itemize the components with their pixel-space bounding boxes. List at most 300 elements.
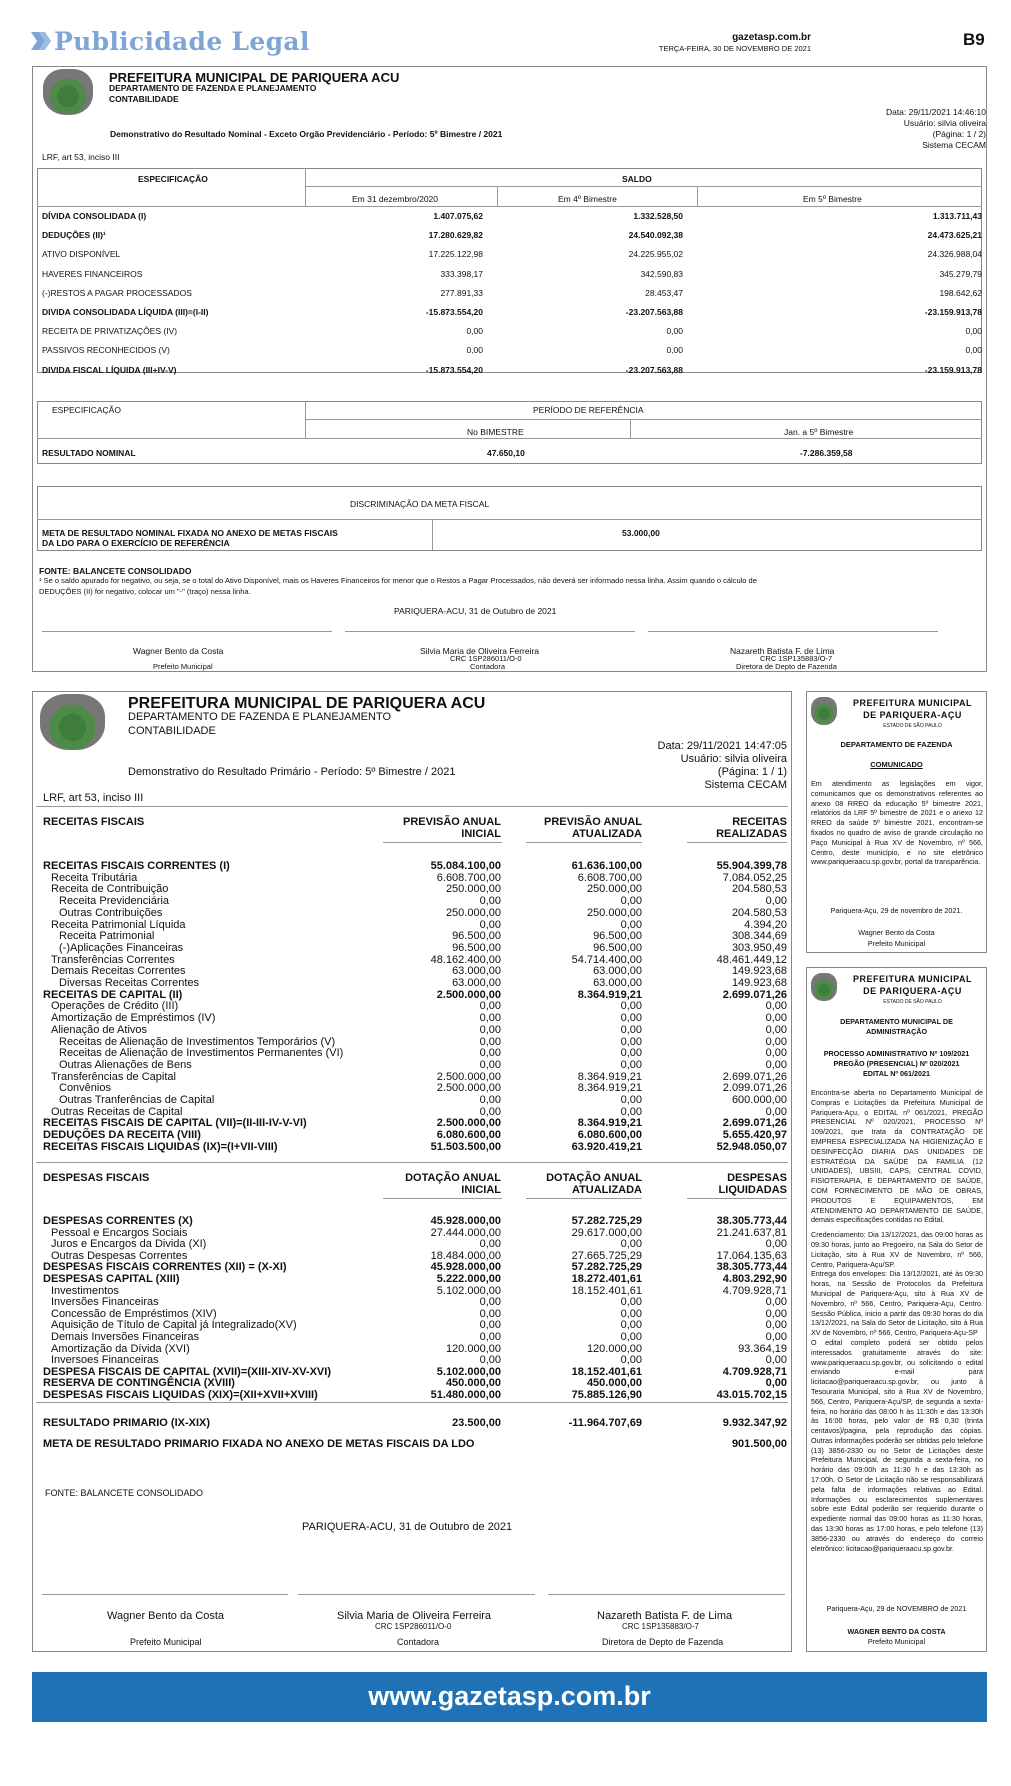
row-label: DEDUÇÕES (II)¹ [42, 230, 106, 241]
row-value-col2: 18.152.401,61 [571, 1284, 642, 1297]
row-value-5bim: 24.326.988,04 [927, 249, 982, 260]
row-value-col1: 5.222.000,00 [436, 1273, 501, 1285]
row-value-col1: 0,00 [479, 1307, 501, 1320]
dept-name: DEPARTAMENTO DE FAZENDA [840, 740, 953, 749]
pregao: PREGÃO (PRESENCIAL) Nº 020/2021 [833, 1059, 960, 1068]
row-label: Receitas de Alienação de Investimentos Permanentes (VI) [59, 1047, 344, 1060]
row-value-col1: 0,00 [479, 1094, 501, 1106]
row-value-col1: 5.102.000,00 [436, 1284, 501, 1297]
sig3-crc: CRC 1SP135883/O-7 [622, 1622, 699, 1631]
row-value-col1: 0,00 [479, 1047, 501, 1060]
row-value-col3: 21.241.637,81 [716, 1226, 787, 1239]
row-value-col2: 0,00 [620, 1319, 642, 1332]
row-value-4bim: 1.332.528,50 [633, 211, 683, 221]
row-value-4bim: 0,00 [666, 326, 683, 337]
row-value-col1: 0,00 [479, 1012, 501, 1025]
row-value-col1: 120.000,00 [445, 1342, 501, 1355]
resultado-primario-a: 23.500,00 [452, 1417, 501, 1429]
row-value-col3: 38.305.773,44 [716, 1215, 787, 1227]
row-value-col3: 4.709.928,71 [722, 1284, 787, 1297]
row-value-col2: 8.364.919,21 [577, 1070, 642, 1083]
row-value-5bim: 24.473.625,21 [927, 230, 982, 241]
sig2-crc: CRC 1SP286011/O-0 [375, 1622, 452, 1631]
row-value-col1: 0,00 [479, 1023, 501, 1036]
row-value-col1: 45.928.000,00 [430, 1215, 501, 1227]
row-value-5bim: 1.313.711,43 [932, 211, 982, 221]
row-label: Juros e Encargos da Divida (XI) [51, 1238, 207, 1251]
row-value-4bim: 342.590,83 [640, 268, 683, 279]
fonte: FONTE: BALANCETE CONSOLIDADO [39, 566, 192, 576]
row-value-col2: 57.282.725,29 [571, 1261, 642, 1274]
rec-col2-b: ATUALIZADA [571, 828, 642, 840]
report-page: (Página: 1 / 2) [932, 129, 986, 139]
receitas-header: RECEITAS FISCAIS [43, 816, 145, 828]
row-label: Outras Alienações de Bens [59, 1058, 192, 1071]
row-label: Receitas de Alienação de Investimentos Temporários (V) [59, 1035, 336, 1048]
row-value-col3: 38.305.773,44 [716, 1261, 787, 1274]
row-value-col1: 250.000,00 [445, 906, 501, 919]
row-label: RECEITAS FISCAIS DE CAPITAL (VII)=(II-III-IV-V-VI) [43, 1117, 307, 1130]
report-page: (Página: 1 / 1) [717, 766, 787, 778]
footer-banner [32, 1672, 987, 1722]
dept-name-1: DEPARTAMENTO MUNICIPAL DE [840, 1017, 953, 1026]
rec-col1-b: INICIAL [461, 828, 501, 840]
row-value-col2: 0,00 [620, 918, 642, 931]
row-value-col3: 0,00 [765, 1238, 787, 1251]
disc-meta: DISCRIMINAÇÃO DA META FISCAL [350, 499, 490, 509]
row-label: Receita Patrimonial [59, 930, 155, 943]
row-value-dec2020: 333.398,17 [440, 268, 483, 279]
report-user: Usuário: silvia oliveira [903, 118, 986, 128]
row-label: Demais Inversões Financeiras [51, 1331, 199, 1343]
row-value-col2: 6.080.600,00 [577, 1129, 642, 1142]
rec-col2-a: PREVISÃO ANUAL [544, 816, 642, 828]
row-label: Investimentos [51, 1284, 119, 1297]
meta-primario-label: META DE RESULTADO PRIMARIO FIXADA NO ANEXO DE METAS FISCAIS DA LDO [43, 1438, 475, 1450]
row-value-col2: 0,00 [620, 1105, 642, 1118]
row-value-col2: 18.152.401,61 [571, 1365, 642, 1378]
row-value-4bim: 28.453,47 [645, 287, 683, 298]
sig2-name: Silvia Maria de Oliveira Ferreira [420, 646, 540, 656]
row-label: Amortização de Empréstimos (IV) [51, 1012, 216, 1025]
row-value-col2: 18.272.401,61 [571, 1273, 642, 1285]
row-value-col3: 4.709.928,71 [722, 1365, 787, 1378]
row-value-col3: 0,00 [765, 1307, 787, 1320]
despesas-header: DESPESAS FISCAIS [43, 1172, 150, 1184]
periodo-ref: PERÍODO DE REFERÊNCIA [533, 405, 644, 415]
row-value-dec2020: 277.891,33 [440, 287, 483, 298]
row-value-col1: 55.084.100,00 [430, 860, 501, 872]
row-value-col1: 0,00 [479, 1354, 501, 1367]
note-2: DEDUÇÕES (II) for negativo, colocar um "-" (traço) nessa linha. [39, 587, 251, 596]
row-value-col1: 51.503.500,00 [430, 1140, 501, 1153]
row-value-dec2020: 0,00 [466, 326, 483, 337]
row-value-col2: 96.500,00 [593, 941, 642, 954]
row-value-col3: 2.699.071,26 [722, 988, 787, 1001]
row-value-col1: 0,00 [479, 1296, 501, 1309]
org-name: PREFEITURA MUNICIPAL DE PARIQUERA ACU [128, 695, 486, 712]
row-value-col3: 43.015.702,15 [716, 1389, 787, 1401]
row-value-5bim: 345.279,79 [939, 268, 982, 279]
meta-label-1: META DE RESULTADO NOMINAL FIXADA NO ANEXO DE METAS FISCAIS [42, 528, 338, 538]
row-value-col3: 2.099.071,26 [722, 1082, 787, 1095]
row-label: Diversas Receitas Correntes [59, 977, 199, 989]
row-label: (-)RESTOS A PAGAR PROCESSADOS [42, 287, 192, 298]
row-value-col2: 250.000,00 [586, 883, 642, 896]
row-label: PASSIVOS RECONHECIDOS (V) [42, 345, 170, 356]
row-value-col3: 52.948.050,07 [716, 1140, 787, 1153]
municipal-crest-icon [811, 973, 837, 1001]
row-label: RECEITA DE PRIVATIZAÇÕES (IV) [42, 326, 178, 337]
row-value-col1: 63.000,00 [452, 965, 501, 978]
row-value-col2: 6.608.700,00 [577, 871, 642, 884]
row-label: DÍVIDA CONSOLIDADA (I) [42, 211, 147, 221]
row-value-col2: 63.920.419,21 [571, 1140, 642, 1153]
lrf-ref: LRF, art 53, inciso III [43, 792, 144, 804]
row-label: Concessão de Empréstimos (XIV) [51, 1307, 217, 1320]
row-value-col3: 4.394,20 [744, 918, 787, 931]
row-value-col3: 2.699.071,26 [722, 1117, 787, 1130]
sig1-name: Wagner Bento da Costa [107, 1610, 224, 1622]
row-value-col3: 0,00 [765, 1377, 787, 1390]
row-value-col3: 48.461.449,12 [716, 953, 787, 966]
row-label: Alienação de Ativos [51, 1023, 148, 1036]
row-value-col1: 0,00 [479, 918, 501, 931]
row-value-col2: 0,00 [620, 1012, 642, 1025]
row-label: Inversões Financeiras [51, 1296, 159, 1309]
row-label: HAVERES FINANCEIROS [42, 268, 143, 279]
row-label: Outras Receitas de Capital [51, 1105, 183, 1118]
col-dec2020: Em 31 dezembro/2020 [352, 194, 438, 204]
sig3-name: Nazareth Batista F. de Lima [730, 646, 835, 656]
page-number: B9 [963, 30, 985, 49]
estado: ESTADO DE SÃO PAULO [883, 999, 942, 1005]
row-value-col3: 0,00 [765, 1047, 787, 1060]
row-value-col3: 0,00 [765, 1012, 787, 1025]
edital-body [811, 1088, 983, 1553]
row-value-col3: 303.950,49 [731, 941, 787, 954]
row-label: Receita Patrimonial Líquida [51, 918, 186, 931]
row-value-col2: 0,00 [620, 1307, 642, 1320]
row-label: RECEITAS DE CAPITAL (II) [43, 988, 183, 1001]
chevron-right-icon [31, 32, 53, 55]
row-value-col3: 0,00 [765, 1105, 787, 1118]
col-saldo: SALDO [622, 174, 652, 184]
row-label: Receita Tributária [51, 871, 138, 884]
edition-date: TERÇA-FEIRA, 30 DE NOVEMBRO DE 2021 [658, 44, 811, 53]
row-label: DEDUÇÕES DA RECEITA (VIII) [43, 1129, 201, 1142]
row-label: Transferências Correntes [51, 953, 175, 966]
resultado-nominal-acum: -7.286.359,58 [800, 448, 853, 458]
report-title: Demonstrativo do Resultado Primário - Período: 5º Bimestre / 2021 [128, 766, 456, 778]
row-value-col1: 51.480.000,00 [430, 1389, 501, 1401]
row-label: Amortização da Dívida (XVI) [51, 1342, 190, 1355]
row-label: Convênios [59, 1082, 111, 1095]
report-title: Demonstrativo do Resultado Nominal - Exceto Orgão Previdenciário - Período: 5º Bimestre / 2021 [110, 129, 503, 139]
row-label: RECEITAS FISCAIS CORRENTES (I) [43, 860, 230, 872]
sig2-name: Silvia Maria de Oliveira Ferreira [337, 1610, 492, 1622]
row-value-col1: 48.162.400,00 [430, 953, 501, 966]
row-value-5bim: 0,00 [965, 345, 982, 356]
row-value-col2: 8.364.919,21 [577, 988, 642, 1001]
row-value-col1: 5.102.000,00 [436, 1365, 501, 1378]
comunicado-date: Pariquera-Açu, 29 de novembro de 2021. [830, 906, 963, 915]
row-value-4bim: 24.540.092,38 [628, 230, 683, 241]
row-label: DESPESAS FISCAIS LIQUIDAS (XIX)=(XII+XVII+XVIII) [43, 1389, 318, 1401]
org-name-1: PREFEITURA MUNICIPAL [853, 698, 972, 708]
row-value-5bim: 198.642,62 [939, 287, 982, 298]
row-value-5bim: -23.159.913,78 [924, 364, 982, 375]
row-value-4bim: -23.207.563,88 [625, 364, 683, 375]
row-value-col1: 63.000,00 [452, 977, 501, 989]
row-label: Outras Contribuições [59, 906, 163, 919]
row-label: RECEITAS FISCAIS LIQUIDAS (IX)=(I+VII-VIII) [43, 1140, 278, 1153]
desp-col2-a: DOTAÇÃO ANUAL [546, 1172, 642, 1184]
row-value-col2: 57.282.725,29 [571, 1215, 642, 1227]
row-value-dec2020: 17.280.629,82 [428, 230, 483, 241]
row-value-col3: 55.904.399,78 [716, 860, 787, 872]
row-value-col2: 0,00 [620, 1035, 642, 1048]
sub-name: CONTABILIDADE [128, 725, 216, 737]
note-1: ¹ Se o saldo apurado for negativo, ou seja, se o total do Ativo Disponível, mais os Haveres Financeiros for menor que o Restos a Pagar Processados, não deverá ser informado nessa linha. Assim quando o cálculo de [39, 576, 757, 585]
row-value-col2: 63.000,00 [593, 977, 642, 989]
desp-col3-b: LIQUIDADAS [718, 1184, 787, 1196]
row-value-col2: 0,00 [620, 1094, 642, 1106]
row-value-col3: 2.699.071,26 [722, 1070, 787, 1083]
row-value-col1: 0,00 [479, 1058, 501, 1071]
footer-url[interactable]: www.gazetasp.com.br [368, 1681, 651, 1711]
desp-col1-a: DOTAÇÃO ANUAL [405, 1172, 501, 1184]
row-value-col2: 0,00 [620, 1047, 642, 1060]
fonte: FONTE: BALANCETE CONSOLIDADO [45, 1488, 204, 1498]
edital-role: Prefeito Municipal [867, 1637, 926, 1646]
row-value-col3: 149.923,68 [731, 977, 787, 989]
row-value-5bim: -23.159.913,78 [924, 307, 982, 317]
row-value-col3: 204.580,53 [731, 883, 787, 896]
dept-name: DEPARTAMENTO DE FAZENDA E PLANEJAMENTO [128, 711, 392, 723]
rec-col3-b: REALIZADAS [716, 828, 787, 840]
comunicado-title: COMUNICADO [870, 760, 923, 769]
report-date: Data: 29/11/2021 14:46:10 [885, 107, 986, 117]
row-value-col1: 45.928.000,00 [430, 1261, 501, 1274]
municipal-crest-icon [43, 69, 93, 115]
row-value-col1: 2.500.000,00 [436, 1070, 501, 1083]
row-value-col2: 0,00 [620, 1238, 642, 1251]
row-value-col2: 96.500,00 [593, 930, 642, 943]
edital-paragraph: Entrega dos envelopes: Dia 13/12/2021, até às 09:30 horas, na Sessão de Protocolos da Prefeitura Municipal de Pariquera-Açu, sito à Rua XV de Novembro, nº 566, Centro, Pariquera-Açu, Centro. Sessão Pública, inicio a partir das 09:30 horas do dia 13/12/2021, na Sala do Setor de Licitação, sito à Rua XV de Novembro, nº 566, Centro, Pariquera-Açu-SP [811, 1269, 983, 1338]
row-value-col2: 0,00 [620, 895, 642, 908]
col-5bim: Em 5º Bimestre [803, 194, 862, 204]
row-value-col3: 7.084.052,25 [722, 871, 787, 884]
row-value-col3: 600.000,00 [731, 1094, 787, 1106]
sub-name: CONTABILIDADE [109, 94, 179, 104]
row-value-col3: 17.064.135,63 [716, 1249, 787, 1262]
row-value-col1: 6.080.600,00 [436, 1129, 501, 1142]
resultado-nominal-label: RESULTADO NOMINAL [42, 448, 136, 458]
row-value-col1: 0,00 [479, 1319, 501, 1332]
row-value-col2: 63.000,00 [593, 965, 642, 978]
col-spec: ESPECIFICAÇÃO [138, 174, 208, 184]
row-value-col3: 0,00 [765, 1035, 787, 1048]
row-value-col2: 0,00 [620, 1331, 642, 1343]
comunicado-role: Prefeito Municipal [867, 939, 926, 948]
row-label: DESPESAS FISCAIS CORRENTES (XII) = (X-XI) [43, 1261, 287, 1274]
org-name-1: PREFEITURA MUNICIPAL [853, 974, 972, 984]
edital-paragraph: Encontra-se aberta no Departamento Municipal de Compras e Licitações da Prefeitura Municipal de Pariquera-Açu, o EDITAL nº 061/2021, PREGÃO PRESENCIAL Nº 020/2021, PROCESSO Nº 109/2021, que trata da CONTRATAÇÃO DE EMPRESA ESPECIALIZADA NA HIGIENIZAÇÃO E DESINFECÇÃO DIARIA DAS UNIDADES DE ESTRATÉGIA DA SAÚDE DA FAMILIA (12 UNIDADES), UBSIII, CAPS, CENTRAL COVID, FISIOTERAPIA, E DEPARTAMENTO DE SAÚDE, COM FORNECIMENTO DE MÃO DE OBRAS, PRODUTOS E EQUIPAMENTOS, EM ATENDIMENTO AO DEPARTAMENTO DE SAÚDE, demais especificações contidas no Edital. [811, 1088, 983, 1225]
row-label: Outras Tranferências de Capital [59, 1094, 215, 1106]
meta-value: 53.000,00 [622, 528, 660, 538]
row-value-col1: 450.000,00 [445, 1377, 501, 1390]
row-value-5bim: 0,00 [965, 326, 982, 337]
row-value-col1: 96.500,00 [452, 930, 501, 943]
periodo-spec: ESPECIFICAÇÃO [52, 405, 121, 415]
comunicado-sig: Wagner Bento da Costa [858, 928, 935, 937]
row-label: Outras Despesas Correntes [51, 1249, 188, 1262]
comunicado-body: Em atendimento as legislações em vigor, comunicamos que os demonstrativos referentes ao anexo 08 RREO da educação 5º bimestre 2021, relatórios da LRF 5º bimestre de 2021 e o anexo 12 RREO da saúde 5º bimestre 2021, encontram-se fixados no quadro de aviso de grande circulação no Paço Municipal à Rua XV de Novembro, nº 566, Centro, deste município, e no site eletrônico www.pariqueraacu.sp.gov.br, portal da transparência. [811, 779, 983, 867]
meta-primario-value: 901.500,00 [731, 1438, 787, 1450]
dept-name-2: ADMINISTRAÇÃO [865, 1027, 928, 1036]
row-value-col2: 75.885.126,90 [571, 1389, 642, 1401]
site-name: gazetasp.com.br [732, 32, 811, 43]
row-value-4bim: -23.207.563,88 [625, 307, 683, 317]
resultado-primario-b: -11.964.707,69 [568, 1417, 642, 1429]
row-value-col1: 2.500.000,00 [436, 988, 501, 1001]
row-value-col2: 54.714.400,00 [571, 953, 642, 966]
sig2-crc: CRC 1SP286011/O-0 [450, 654, 522, 663]
row-value-col3: 0,00 [765, 1058, 787, 1071]
row-value-col3: 149.923,68 [731, 965, 787, 978]
sig3-role: Diretora de Depto de Fazenda [736, 662, 837, 671]
row-label: DIVIDA FISCAL LÍQUIDA (III+IV-V) [42, 364, 177, 375]
row-value-col2: 0,00 [620, 1296, 642, 1309]
sig1-role: Prefeito Municipal [130, 1637, 202, 1647]
report-system: Sistema CECAM [922, 140, 986, 150]
sig2-role: Contadora [397, 1637, 440, 1647]
row-value-col2: 0,00 [620, 1000, 642, 1013]
estado: ESTADO DE SÃO PAULO [883, 723, 942, 729]
row-value-dec2020: -15.873.554,20 [425, 307, 483, 317]
edital-paragraph: O edital completo poderá ser obtido pelos interessados gratuitamente através do site: www.pariqueraacu.sp.gov.br, ou solicitando o edital enviando e-mail para licitacao@pariqueraacu.sp.gov.br, ou junto à Tesouraria Municipal, sito à Rua XV de Novembro, 566, Centro, Pariquera-Açu/SP, de segunda a sexta-feira, no horário das 08:00 h às 11:30h e das 13:30h às 16:00 horas, pelo valor de R$ 0,30 (trinta centavos)/pagina, pela reprodução das cópias. Outras informações poderão ser obtidas pelo telefone (13) 3856-2330 ou no Setor de Licitações deste Prefeitura Municipal, de segunda a sexta-feira, no horário das 09:00h as 11:30 h e das 13:30h as 17:00h. O Setor de Licitação não se responsabilizará pela falta de informações relativas ao Edital. Informações ou esclarecimentos suplementares sobre este Edital poderão ser requerido durante o expediente normal das 09:00 horas as 11:30 horas, das 13:30 horas as 17:00 horas, e pelo telefone (13) 3856-2330 ou através do endereço do correio eletrônico: licitacao@pariqueraacu.sp.gov.br. [811, 1337, 983, 1553]
row-label: Receita Previdenciária [59, 895, 170, 908]
row-value-col3: 0,00 [765, 1319, 787, 1332]
org-name-2: DE PARIQUERA-AÇU [863, 710, 962, 720]
rec-col1-a: PREVISÃO ANUAL [403, 816, 501, 828]
resultado-primario-c: 9.932.347,92 [722, 1417, 787, 1429]
sig2-role: Contadora [470, 662, 506, 671]
row-label: Aquisição de Título de Capital já Integralizado(XV) [51, 1319, 297, 1332]
row-value-col1: 27.444.000,00 [430, 1226, 501, 1239]
row-value-col1: 0,00 [479, 1331, 501, 1343]
row-value-col1: 2.500.000,00 [436, 1117, 501, 1130]
row-value-col2: 0,00 [620, 1058, 642, 1071]
municipal-crest-icon [40, 694, 105, 750]
row-value-col2: 61.636.100,00 [571, 860, 642, 872]
row-value-col3: 308.344,69 [731, 930, 787, 943]
row-value-col1: 0,00 [479, 1105, 501, 1118]
desp-col1-b: INICIAL [461, 1184, 501, 1196]
row-value-col1: 2.500.000,00 [436, 1082, 501, 1095]
row-value-col1: 250.000,00 [445, 883, 501, 896]
org-name: PREFEITURA MUNICIPAL DE PARIQUERA ACU [109, 70, 400, 85]
sig1-name: Wagner Bento da Costa [133, 646, 224, 656]
row-value-dec2020: 1.407.075,62 [433, 211, 483, 221]
row-value-col1: 0,00 [479, 895, 501, 908]
row-value-col1: 96.500,00 [452, 941, 501, 954]
row-value-col2: 250.000,00 [586, 906, 642, 919]
row-value-col2: 0,00 [620, 1023, 642, 1036]
row-value-col3: 0,00 [765, 1354, 787, 1367]
row-label: Pessoal e Encargos Sociais [51, 1226, 188, 1239]
sig1-role: Prefeito Municipal [153, 662, 213, 671]
row-value-col1: 0,00 [479, 1000, 501, 1013]
lrf-ref: LRF, art 53, inciso III [42, 152, 120, 162]
resultado-primario-label: RESULTADO PRIMARIO (IX-XIX) [43, 1417, 211, 1429]
report-user: Usuário: silvia oliveira [680, 753, 787, 765]
row-value-4bim: 0,00 [666, 345, 683, 356]
row-value-dec2020: 0,00 [466, 345, 483, 356]
sig3-role: Diretora de Depto de Fazenda [602, 1637, 724, 1647]
desp-col2-b: ATUALIZADA [571, 1184, 642, 1196]
report-system: Sistema CECAM [704, 779, 787, 791]
row-value-col3: 0,00 [765, 895, 787, 908]
row-value-col2: 8.364.919,21 [577, 1117, 642, 1130]
row-value-col2: 0,00 [620, 1354, 642, 1367]
row-label: DIVIDA CONSOLIDADA LÍQUIDA (III)=(I-II) [42, 307, 209, 317]
row-value-col1: 6.608.700,00 [436, 871, 501, 884]
edital-date: Pariquera-Açu, 29 de NOVEMBRO de 2021 [826, 1604, 967, 1613]
local-date: PARIQUERA-ACU, 31 de Outubro de 2021 [302, 1521, 513, 1533]
section-title: Publicidade Legal [54, 27, 310, 56]
row-value-dec2020: 17.225.122,98 [428, 249, 483, 260]
row-label: Demais Receitas Correntes [51, 965, 186, 978]
edital-sig: WAGNER BENTO DA COSTA [847, 1627, 946, 1636]
row-value-col1: 18.484.000,00 [430, 1249, 501, 1262]
row-value-dec2020: -15.873.554,20 [425, 364, 483, 375]
dept-name: DEPARTAMENTO DE FAZENDA E PLANEJAMENTO [109, 83, 317, 93]
row-label: Operações de Crédito (III) [51, 1000, 179, 1013]
processo: PROCESSO ADMINISTRATIVO Nº 109/2021 [823, 1049, 970, 1058]
row-label: RESERVA DE CONTINGÊNCIA (XVIII) [43, 1377, 235, 1390]
local-date: PARIQUERA-ACU, 31 de Outubro de 2021 [394, 606, 557, 616]
row-label: DESPESA FISCAIS DE CAPITAL (XVII)=(XIII-XIV-XV-XVI) [43, 1365, 331, 1378]
row-value-col2: 29.617.000,00 [571, 1226, 642, 1239]
row-label: Inversoes Financeiras [51, 1354, 159, 1367]
row-value-col2: 27.665.725,29 [571, 1249, 642, 1262]
report-date: Data: 29/11/2021 14:47:05 [657, 740, 787, 752]
row-value-col2: 120.000,00 [586, 1342, 642, 1355]
edital-number: EDITAL Nº 061/2021 [862, 1069, 931, 1078]
row-value-col3: 0,00 [765, 1000, 787, 1013]
row-label: DESPESAS CAPITAL (XIII) [43, 1273, 180, 1285]
row-value-col3: 4.803.292,90 [722, 1273, 787, 1285]
row-value-col3: 204.580,53 [731, 906, 787, 919]
row-value-col3: 0,00 [765, 1023, 787, 1036]
row-label: (-)Aplicações Financeiras [59, 941, 184, 954]
rec-col3-a: RECEITAS [732, 816, 787, 828]
row-value-4bim: 24.225.955,02 [628, 249, 683, 260]
col-4bim: Em 4º Bimestre [558, 194, 617, 204]
row-label: DESPESAS CORRENTES (X) [43, 1215, 193, 1227]
row-label: Receita de Contribuição [51, 883, 169, 896]
row-value-col2: 8.364.919,21 [577, 1082, 642, 1095]
desp-col3-a: DESPESAS [727, 1172, 787, 1184]
municipal-crest-icon [811, 697, 837, 725]
sig3-crc: CRC 1SP135883/O-7 [760, 654, 833, 663]
row-value-col2: 450.000,00 [586, 1377, 642, 1390]
row-value-col3: 0,00 [765, 1331, 787, 1343]
row-value-col3: 0,00 [765, 1296, 787, 1309]
row-value-col3: 5.655.420,97 [722, 1129, 787, 1142]
